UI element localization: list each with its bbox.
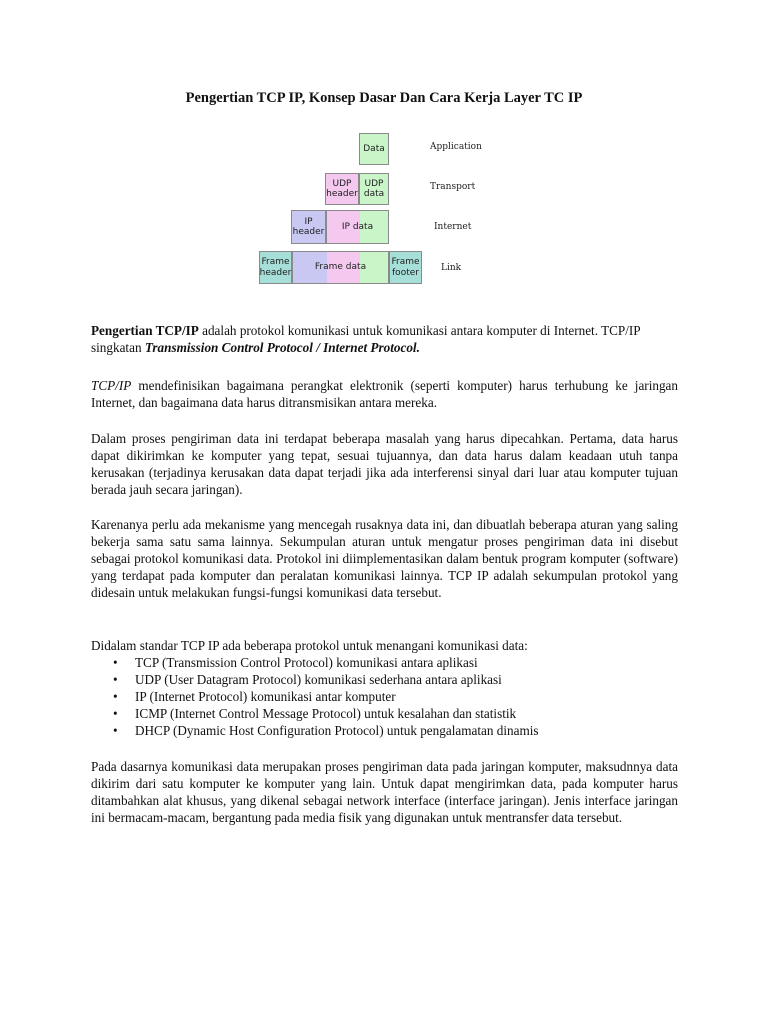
layer-label-internet: Internet: [434, 222, 472, 232]
term-tcpip: Pengertian TCP/IP: [91, 323, 199, 338]
bullet-marker: •: [113, 723, 118, 738]
ip-header-box: IP header: [291, 210, 326, 244]
paragraph-network-interface: Pada dasarnya komunikasi data merupakan proses pengiriman data pada jaringan komputer, maksudnnya data dikirim dari satu komputer ke komputer yang lain. Untuk dapat mengirimkan data, pada komputer harus ditambahkan alat khusus, yang dikenal sebagai network interface (interface jaringan). Jenis interface jaringan ini bermacam-macam, bergantung pada media fisik yang digunakan untuk mentransfer data tersebut.: [91, 759, 678, 825]
paragraph-protocol: Karenanya perlu ada mekanisme yang mencegah rusaknya data ini, dan dibuatlah beberapa aturan yang saling bekerja sama satu sama lainnya. Sekumpulan aturan untuk mengatur proses pengiriman data ini disebut sebagai protokol komunikasi data. Protokol ini diimplementasikan dalam bentuk program komputer (software) yang terdapat pada komputer dan peralatan komunikasi lainnya. TCP IP adalah sekumpulan protokol yang didesain untuk melakukan fungsi-fungsi komunikasi data tersebut.: [91, 517, 678, 600]
frame-header-box: Frame header: [259, 251, 292, 284]
paragraph-tcpip-definition: [91, 377, 678, 411]
protocol-list: [91, 654, 678, 739]
frame-data-box: Frame data: [292, 251, 389, 284]
bullet-marker: •: [113, 689, 118, 704]
ip-data-box: IP data: [326, 210, 389, 244]
frame-footer-box: Frame footer: [389, 251, 422, 284]
paragraph-problems: Dalam proses pengiriman data ini terdapat beberapa masalah yang harus dipecahkan. Pertama, data harus dapat dikirimkan ke komputer yang tepat, sesuai tujuannya, dan data harus dalam keadaan utuh tanpa kerusakan (terjadinya kerusakan data dapat terjadi jika ada interferensi sinyal dari luar atau komputer tujuan berada jauh secara jaringan).: [91, 431, 678, 497]
layer-label-transport: Transport: [430, 182, 476, 192]
application-data-box: Data: [359, 133, 389, 165]
layer-label-link: Link: [441, 263, 462, 273]
tcpip-layer-diagram: [0, 0, 768, 300]
udp-header-box: UDP header: [325, 173, 359, 205]
udp-data-box: UDP data: [359, 173, 389, 205]
list-item: • TCP (Transmission Control Protocol) komunikasi antara aplikasi: [113, 655, 478, 670]
paragraph-definition: [91, 322, 678, 356]
list-item: • DHCP (Dynamic Host Configuration Protocol) untuk pengalamatan dinamis: [113, 723, 539, 738]
list-item: • ICMP (Internet Control Message Protocol) untuk kesalahan dan statistik: [113, 706, 517, 721]
bullet-marker: •: [113, 706, 118, 721]
paragraph-tcpip-text: mendefinisikan bagaimana perangkat elektronik (seperti komputer) harus terhubung ke jaringan Internet, dan bagaimana data harus ditransmisikan antara mereka.: [91, 378, 678, 410]
bullet-marker: •: [113, 672, 118, 687]
page-title: Pengertian TCP IP, Konsep Dasar Dan Cara Kerja Layer TC IP: [185, 90, 583, 106]
definition-text: adalah protokol komunikasi untuk komunikasi antara komputer di Internet. TCP/IP singkatan: [91, 323, 641, 355]
layer-label-application: Application: [430, 142, 482, 152]
term-tcpip-italic: TCP/IP: [91, 378, 132, 393]
acronym-expansion: Transmission Control Protocol / Internet Protocol.: [144, 340, 420, 355]
paragraph-standard-intro: Didalam standar TCP IP ada beberapa protokol untuk menangani komunikasi data:: [91, 638, 528, 653]
bullet-marker: •: [113, 655, 118, 670]
list-item: • IP (Internet Protocol) komunikasi antar komputer: [113, 689, 396, 704]
list-item: • UDP (User Datagram Protocol) komunikasi sederhana antara aplikasi: [113, 672, 502, 687]
